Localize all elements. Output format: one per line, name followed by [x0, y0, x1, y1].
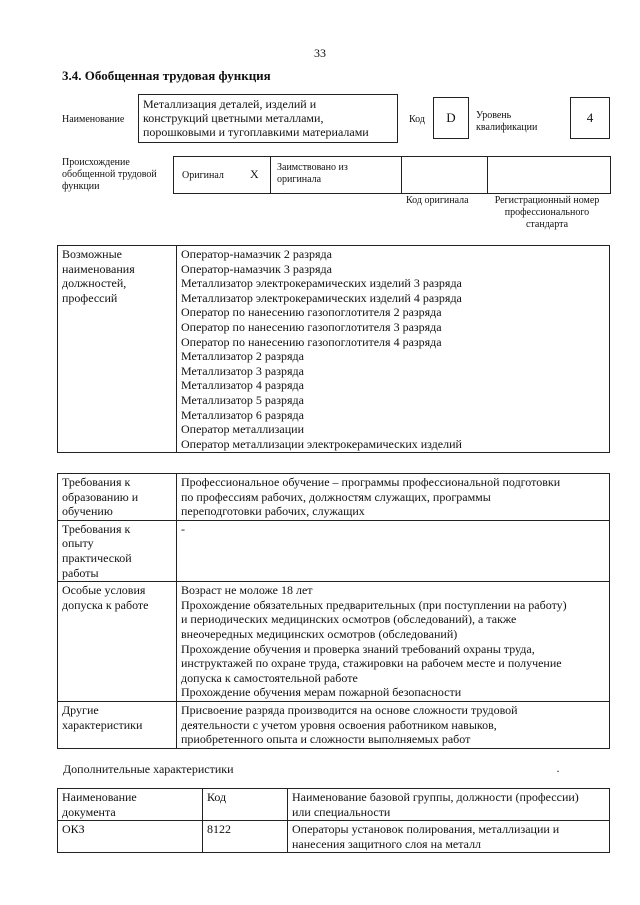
- list-item: Металлизатор электрокерамических изделий 4 разряда: [181, 290, 462, 305]
- list-item: Металлизатор 2 разряда: [181, 349, 304, 364]
- row-doc: ОКЗ: [58, 821, 203, 853]
- positions-label-line: наименования: [62, 261, 135, 276]
- education-label-line: образованию и: [62, 489, 139, 504]
- col-doc-line: документа: [62, 804, 116, 819]
- name-label: Наименование: [62, 114, 125, 125]
- special-line: Возраст не моложе 18 лет: [181, 583, 313, 598]
- list-item: Металлизатор электрокерамических изделий 3 разряда: [181, 276, 462, 291]
- experience-value: -: [177, 520, 610, 581]
- function-name-box: [138, 94, 398, 143]
- list-item: Металлизатор 5 разряда: [181, 392, 304, 407]
- experience-label-line: Требования к: [62, 521, 131, 536]
- other-line: Присвоение разряда производится на основе сложности трудовой: [181, 702, 518, 717]
- origin-label-line: обобщенной трудовой: [62, 169, 157, 180]
- divider: [401, 157, 402, 193]
- other-characteristics-label: [58, 701, 177, 748]
- additional-table: [57, 788, 610, 853]
- page-number: 33: [314, 46, 326, 60]
- special-line: внеочередных медицинских осмотров (обследований): [181, 626, 458, 641]
- col-group-line: или специальности: [292, 804, 391, 819]
- table-row: [58, 821, 610, 853]
- origin-label-line: функции: [62, 181, 100, 192]
- list-item: Металлизатор 6 разряда: [181, 407, 304, 422]
- education-line: Профессиональное обучение – программы профессиональной подготовки: [181, 475, 561, 489]
- list-item: Оператор по нанесению газопоглотителя 3 разряда: [181, 319, 442, 334]
- original-mark: X: [250, 167, 259, 181]
- positions-label-line: профессий: [62, 290, 118, 305]
- col-code-header: Код: [203, 789, 288, 821]
- code-value: D: [433, 97, 469, 139]
- divider: [487, 157, 488, 193]
- positions-label: [58, 246, 177, 453]
- level-label: [476, 110, 537, 134]
- col-group-header: [288, 789, 610, 821]
- other-label-line: Другие: [62, 702, 99, 717]
- education-label-line: обучению: [62, 504, 113, 519]
- requirements-table: [57, 473, 610, 749]
- education-label: [58, 474, 177, 521]
- row-group: [288, 821, 610, 853]
- list-item: Оператор металлизации электрокерамических изделий: [181, 436, 462, 451]
- divider: [270, 157, 271, 193]
- origin-box: [173, 156, 611, 194]
- education-line: переподготовки рабочих, служащих: [181, 504, 365, 519]
- col-group-line: Наименование базовой группы, должности (профессии): [292, 790, 579, 804]
- special-conditions-value: [177, 582, 610, 702]
- function-name-line: порошковыми и тугоплавкими материалами: [143, 125, 369, 139]
- special-line: Прохождение обязательных предварительных (при поступлении на работу): [181, 597, 567, 612]
- special-line: Прохождение обучения мерам пожарной безопасности: [181, 685, 462, 700]
- reg-number-line: профессионального: [504, 207, 590, 218]
- reg-number-line: стандарта: [525, 219, 569, 230]
- section-title: 3.4. Обобщенная трудовая функция: [62, 68, 271, 83]
- education-line: по профессиям рабочих, должностям служащих, программы: [181, 489, 491, 504]
- list-item: Оператор-намазчик 2 разряда: [181, 247, 332, 261]
- function-name-line: конструкций цветными металлами,: [143, 111, 324, 125]
- special-line: инструктажей по охране труда, стажировки на рабочем месте и получение: [181, 656, 562, 671]
- reg-number-line: Регистрационный номер: [494, 195, 600, 206]
- row-group-line: Операторы установок полирования, металлизации и: [292, 822, 560, 837]
- special-label-line: допуска к работе: [62, 597, 149, 612]
- level-label-line: Уровень: [476, 110, 512, 121]
- positions-label-line: должностей,: [62, 276, 127, 291]
- education-label-line: Требования к: [62, 475, 131, 489]
- borrowed-line: Заимствовано из: [277, 162, 348, 173]
- list-item: Оператор по нанесению газопоглотителя 2 разряда: [181, 305, 442, 320]
- col-doc-line: Наименование: [62, 790, 137, 804]
- additional-title: Дополнительные характеристики: [63, 762, 234, 776]
- special-line: и периодических медицинских осмотров (обследований), а также: [181, 612, 517, 627]
- col-doc-header: [58, 789, 203, 821]
- code-label: Код: [409, 114, 425, 125]
- other-line: деятельности с учетом уровня освоения работником навыков,: [181, 717, 497, 732]
- original-label: Оригинал: [182, 170, 224, 181]
- reg-number-label: [484, 195, 610, 231]
- other-label-line: характеристики: [62, 717, 143, 732]
- list-item: Оператор по нанесению газопоглотителя 4 разряда: [181, 334, 442, 349]
- experience-label-line: работы: [62, 565, 99, 580]
- special-line: допуска к самостоятельной работе: [181, 670, 358, 685]
- list-item: Оператор-намазчик 3 разряда: [181, 261, 332, 276]
- other-characteristics-value: [177, 701, 610, 748]
- borrowed-label: [277, 162, 348, 186]
- positions-label-line: Возможные: [62, 247, 122, 261]
- row-group-line: нанесения защитного слоя на металл: [292, 836, 482, 851]
- stray-dot: ·: [556, 764, 560, 778]
- function-name-line: Металлизация деталей, изделий и: [143, 97, 317, 111]
- origin-label: [62, 157, 157, 193]
- other-line: приобретенного опыта и сложности выполняемых работ: [181, 732, 471, 747]
- origin-label-line: Происхождение: [62, 157, 130, 168]
- list-item: Металлизатор 4 разряда: [181, 378, 304, 393]
- special-line: Прохождение обучения и проверка знаний требований охраны труда,: [181, 641, 535, 656]
- special-label-line: Особые условия: [62, 583, 146, 598]
- list-item: Металлизатор 3 разряда: [181, 363, 304, 378]
- experience-label-line: практической: [62, 550, 132, 565]
- experience-label-line: опыту: [62, 536, 94, 551]
- list-item: Оператор металлизации: [181, 422, 304, 437]
- positions-list: [177, 246, 610, 453]
- education-value: [177, 474, 610, 521]
- special-conditions-label: [58, 582, 177, 702]
- row-code: 8122: [203, 821, 288, 853]
- experience-label: [58, 520, 177, 581]
- level-value: 4: [570, 97, 610, 139]
- positions-table: [57, 245, 610, 453]
- borrowed-line: оригинала: [277, 174, 322, 185]
- level-label-line: квалификации: [476, 122, 538, 133]
- code-original-label: Код оригинала: [406, 195, 469, 206]
